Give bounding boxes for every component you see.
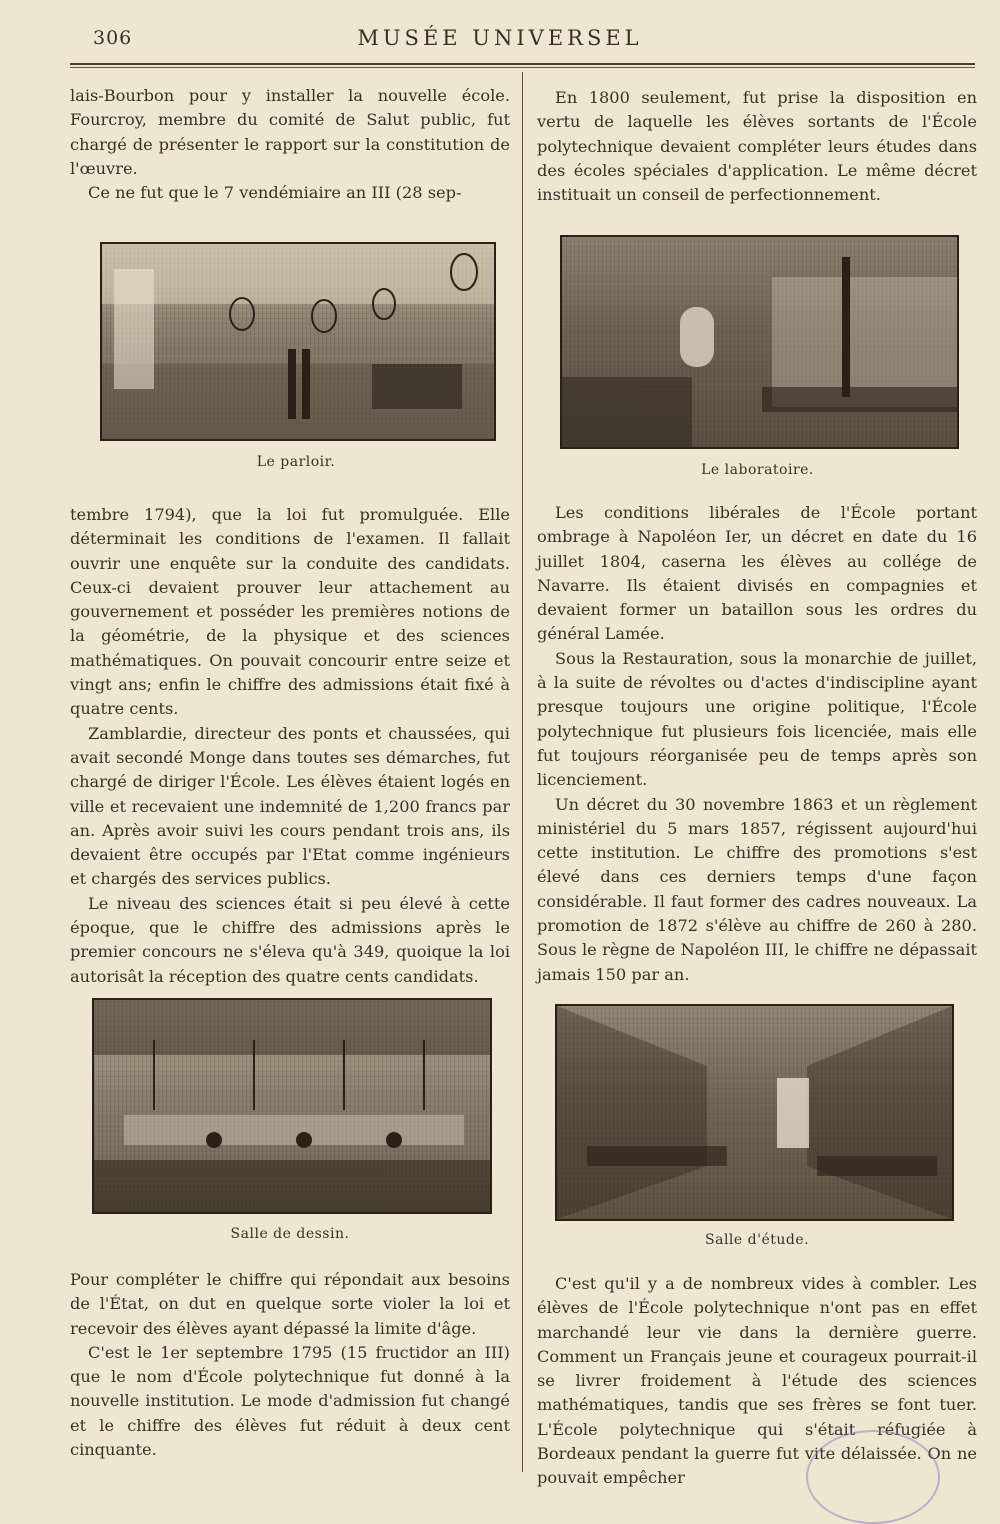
library-stamp bbox=[806, 1430, 940, 1524]
figure-caption: Salle d'étude. bbox=[705, 1232, 810, 1248]
engraving-le-parloir bbox=[100, 242, 496, 441]
left-column-middle-text bbox=[70, 503, 510, 989]
paragraph: tembre 1794), que la loi fut promulguée. Elle déterminait les conditions de l'examen. Il fallait ouvrir une enquête sur la conduite des candidats. Ceux-ci devaient prouver leur attachement au gouvernement et posséder les premières notions de la géométrie, de la physique et des sciences mathématiques. On pouvait concourir entre seize et vingt ans; enfin le chiffre des admissions était fixé à quatre cents. bbox=[70, 505, 510, 719]
header-rule-thin bbox=[70, 67, 975, 68]
paragraph: Ce ne fut que le 7 vendémiaire an III (28 sep- bbox=[88, 183, 462, 203]
figure-caption: Le parloir. bbox=[256, 454, 336, 470]
study-hall-illustration bbox=[557, 1006, 952, 1219]
page-header bbox=[0, 0, 1000, 70]
left-column-bottom-text bbox=[70, 1268, 510, 1462]
paragraph: Zamblardie, directeur des ponts et chaussées, qui avait secondé Monge dans toutes ses démarches, fut chargé de diriger l'École. Les élèves étaient logés en ville et recevaient une indemnité de 1,200 francs par an. Après avoir suivi les cours pendant trois ans, ils devaient être occupés par l'Etat comme ingénieurs et chargés des services publics. bbox=[70, 723, 510, 889]
paragraph: Un décret du 30 novembre 1863 et un règlement ministériel du 5 mars 1857, régissent aujourd'hui cette institution. Le chiffre des promotions s'est élevé dans ces derniers temps d'une façon considérable. Il faut former des cadres nouveaux. La promotion de 1872 s'élève au chiffre de 260 à 280. Sous le règne de Napoléon III, le chiffre ne dépassait jamais 150 par an. bbox=[537, 794, 977, 984]
parlor-illustration bbox=[102, 244, 494, 439]
engraving-salle-d-etude bbox=[555, 1004, 954, 1221]
engraving-le-laboratoire bbox=[560, 235, 959, 449]
column-divider bbox=[522, 72, 523, 1472]
laboratory-illustration bbox=[562, 237, 957, 447]
paragraph: Sous la Restauration, sous la monarchie de juillet, à la suite de révoltes ou d'actes d'indiscipline ayant presque toujours une origine politique, l'École polytechnique fut plusieurs fois licenciée, mais elle fut toujours réorganisée peu de temps après son licenciement. bbox=[537, 648, 977, 790]
figure-caption: Salle de dessin. bbox=[230, 1226, 350, 1242]
paragraph: Les conditions libérales de l'École portant ombrage à Napoléon Ier, un décret en date du 16 juillet 1804, caserna les élèves au collége de Navarre. Ils étaient divisés en compagnies et devaient former un bataillon sous les ordres du général Lamée. bbox=[537, 503, 977, 644]
paragraph: Pour compléter le chiffre qui répondait aux besoins de l'État, on dut en quelque sorte violer la loi et recevoir des élèves ayant dépassé la limite d'âge. bbox=[70, 1270, 510, 1338]
header-rule bbox=[70, 63, 975, 65]
paragraph: C'est qu'il y a de nombreux vides à combler. Les élèves de l'École polytechnique n'ont pas en effet marchandé leur vie dans la dernière guerre. Comment un Français jeune et courageux pourrait-il se livrer froidement à l'étude des sciences mathématiques, tandis que ses frères se font tuer. L'École polytechnique qui s'était réfugiée à Bordeaux pendant la guerre fut vite délaissée. On ne pouvait empêcher bbox=[537, 1274, 977, 1488]
right-column-middle-text bbox=[537, 501, 977, 987]
paragraph: Le niveau des sciences était si peu élevé à cette époque, que le chiffre des admissions après le premier concours ne s'éleva qu'à 349, quoique la loi autorisât la réception des quatre cents candidats. bbox=[70, 893, 510, 986]
paragraph: lais-Bourbon pour y installer la nouvelle école. Fourcroy, membre du comité de Salut public, fut chargé de présenter le rapport sur la constitution de l'œuvre. bbox=[70, 86, 510, 178]
engraving-salle-de-dessin bbox=[92, 998, 492, 1214]
paragraph: En 1800 seulement, fut prise la disposition en vertu de laquelle les élèves sortants de l'École polytechnique devaient compléter leurs études dans des écoles spéciales d'application. Le même décret instituait un conseil de perfectionnement. bbox=[537, 88, 977, 205]
running-title: MUSÉE UNIVERSEL bbox=[357, 26, 643, 50]
figure-caption: Le laboratoire. bbox=[701, 462, 814, 478]
page-number: 306 bbox=[93, 27, 133, 49]
left-column-top-text bbox=[70, 84, 510, 205]
drawing-hall-illustration bbox=[94, 1000, 490, 1212]
right-column-top-text bbox=[537, 86, 977, 207]
paragraph: C'est le 1er septembre 1795 (15 fructidor an III) que le nom d'École polytechnique fut donné à la nouvelle institution. Le mode d'admission fut changé et le chiffre des élèves fut réduit à deux cent cinquante. bbox=[70, 1342, 510, 1460]
